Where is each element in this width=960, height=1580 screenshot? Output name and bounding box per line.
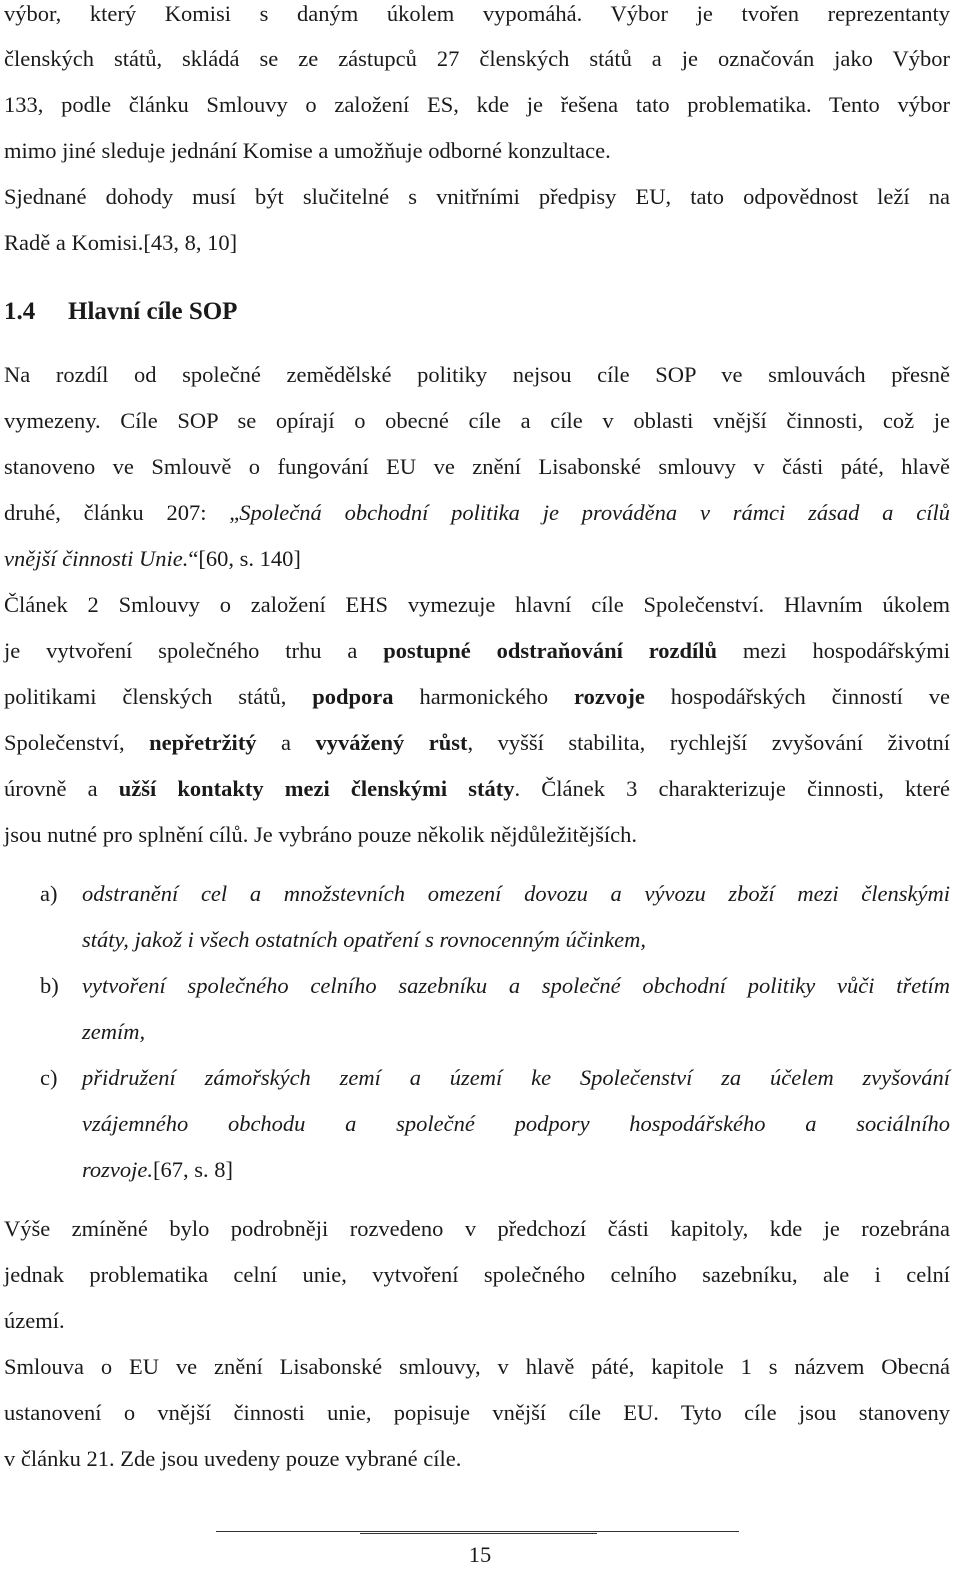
list-item-text: přidružení zámořských zemí a území ke Společenství za účelem zvyšování <box>82 1065 950 1090</box>
paragraph-1-line: 133, podle článku Smlouvy o založení ES, kde je řešena tato problematika. Tento výbor <box>4 92 950 117</box>
text-run: je vytvoření společného trhu a <box>4 638 384 663</box>
bold-phrase: vyvážený růst <box>315 730 468 755</box>
section-heading <box>4 298 950 326</box>
list-item-text: vytvoření společného celního sazebníku a společné obchodní politiky vůči třetím <box>82 973 950 998</box>
paragraph-6-line: ustanovení o vnější činnosti unie, popisuje vnější cíle EU. Tyto cíle jsou stanoveny <box>4 1400 950 1425</box>
list-item-continuation: státy, jakož i všech ostatních opatření s rovnocenným účinkem, <box>82 927 647 952</box>
paragraph-1-line: výbor, který Komisi s daným úkolem vypomáhá. Výbor je tvořen reprezentanty <box>4 1 950 26</box>
text-run: politikami členských států, <box>4 684 313 709</box>
list-item-text: odstranění cel a množstevních omezení dovozu a vývozu zboží mezi členskými <box>82 881 950 906</box>
paragraph-3-line: stanoveno ve Smlouvě o fungování EU ve znění Lisabonské smlouvy v části páté, hlavě <box>4 454 950 479</box>
paragraph-2-line: Sjednané dohody musí být slučitelné s vnitřními předpisy EU, tato odpovědnost leží na <box>4 184 950 209</box>
paragraph-6-line: Smlouva o EU ve znění Lisabonské smlouvy, v hlavě páté, kapitole 1 s názvem Obecná <box>4 1354 950 1379</box>
paragraph-4-line <box>4 637 950 665</box>
quote-italic: vnější činnosti Unie. <box>4 546 189 571</box>
list-marker: c) <box>40 1065 58 1090</box>
paragraph-1-line: členských států, skládá se ze zástupců 27 členských států a je označován jako Výbor <box>4 46 950 71</box>
paragraph-4-line: Článek 2 Smlouvy o založení EHS vymezuje hlavní cíle Společenství. Hlavním úkolem <box>4 592 950 617</box>
bold-phrase: nepřetržitý <box>149 730 257 755</box>
paragraph-5-line: území. <box>4 1308 65 1333</box>
paragraph-5-line: Výše zmíněné bylo podrobněji rozvedeno v předchozí části kapitoly, kde je rozebrána <box>4 1216 950 1241</box>
paragraph-6-line: v článku 21. Zde jsou uvedeny pouze vybrané cíle. <box>4 1446 462 1471</box>
paragraph-4-line <box>4 729 950 757</box>
footer-rule <box>216 1531 739 1532</box>
quote-italic: Společná obchodní politika je prováděna v rámci zásad a cílů <box>239 500 950 525</box>
text-run: úrovně a <box>4 776 119 801</box>
text-run: mezi hospodářskými <box>717 638 950 663</box>
paragraph-2-line: Radě a Komisi.[43, 8, 10] <box>4 230 238 255</box>
paragraph-4-line <box>4 775 950 803</box>
text-run: harmonického <box>393 684 575 709</box>
list-marker: b) <box>40 973 59 998</box>
bold-phrase: podpora <box>312 684 394 709</box>
text-run: , vyšší stabilita, rychlejší zvyšování životní <box>467 730 950 755</box>
text-run: . Článek 3 charakterizuje činnosti, které <box>514 776 950 801</box>
paragraph-3-line: Na rozdíl od společné zemědělské politiky nejsou cíle SOP ve smlouvách přesně <box>4 362 950 387</box>
list-item-continuation: zemím, <box>82 1019 146 1044</box>
list-item-continuation: vzájemného obchodu a společné podpory hospodářského a sociálního <box>82 1111 950 1136</box>
list-item-continuation <box>82 1156 950 1184</box>
paragraph-3-line: vymezeny. Cíle SOP se opírají o obecné cíle a cíle v oblasti vnější činnosti, což je <box>4 408 950 433</box>
page-number: 15 <box>468 1542 492 1567</box>
paragraph-4-line <box>4 683 950 711</box>
bold-phrase: užší kontakty mezi členskými státy <box>118 776 515 801</box>
paragraph-5-line: jednak problematika celní unie, vytvoření společného celního sazebníku, ale i celní <box>4 1262 950 1287</box>
text-run: a <box>256 730 316 755</box>
footer-rule <box>360 1533 597 1534</box>
text-run: druhé, článku 207: „ <box>4 500 240 525</box>
paragraph-3-line <box>4 499 950 527</box>
list-marker: a) <box>40 881 58 906</box>
bold-phrase: postupné odstraňování rozdílů <box>383 638 718 663</box>
paragraph-1-line: mimo jiné sleduje jednání Komise a umožňuje odborné konzultace. <box>4 138 611 163</box>
text-run: hospodářských činností ve <box>644 684 950 709</box>
section-number: 1.4 <box>4 298 36 325</box>
paragraph-3-line <box>4 545 950 573</box>
section-title: Hlavní cíle SOP <box>68 298 238 325</box>
bold-phrase: rozvoje <box>574 684 645 709</box>
text-run: Společenství, <box>4 730 150 755</box>
citation: [67, s. 8] <box>153 1157 234 1182</box>
text-run: rozvoje. <box>82 1157 154 1182</box>
paragraph-4-line: jsou nutné pro splnění cílů. Je vybráno pouze několik nějdůležitějších. <box>4 822 637 847</box>
citation: “[60, s. 140] <box>188 546 301 571</box>
